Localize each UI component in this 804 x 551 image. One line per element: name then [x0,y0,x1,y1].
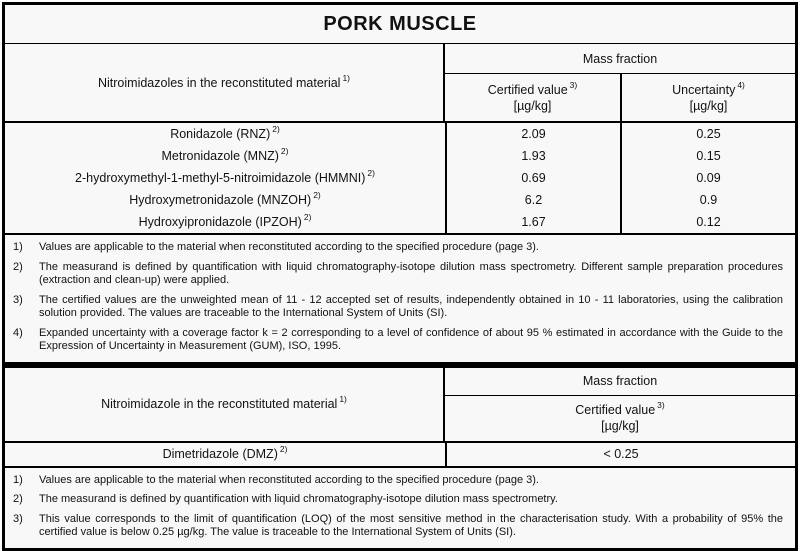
table1-analyte-column-header [5,44,445,121]
analyte-name-cell: Metronidazole (MNZ) $^{2)}$ [161,146,289,163]
certified-value-cell: 6.2 [445,189,620,211]
table-row [5,167,795,189]
footnote-number: 1) [13,473,23,486]
footnote-text: Expanded uncertainty with a coverage factor k = 2 corresponding to a level of confidence of about 95 % estimated in accordance with the Guide to the Expression of Uncertainty in Measurement (GUM), ISO, 1995. [39,326,783,352]
certified-value-cell: 1.67 [445,211,620,233]
table-row [5,123,795,145]
uncertainty-column-header: Uncertainty $^{4)}$ [µg/kg] [620,74,795,121]
certified-value-cell: 0.69 [445,167,620,189]
table2-analyte-column-header [5,368,445,441]
footnote-number: 2) [13,260,23,273]
uncertainty-cell: 0.9 [620,189,795,211]
certified-value-cell: 1.93 [445,145,620,167]
uncertainty-cell: 0.25 [620,123,795,145]
analyte-name-cell: Hydroxymetronidazole (MNZOH) $^{2)}$ [129,190,321,207]
table1-body [5,123,795,233]
uncertainty-cell: 0.09 [620,167,795,189]
uncertainty-unit: [µg/kg] [689,98,728,113]
uncertainty-cell: 0.12 [620,211,795,233]
table2-footnotes [5,466,795,548]
certified-value-unit: [µg/kg] [513,98,552,113]
table2-header [5,368,795,443]
table-row [5,211,795,233]
footnote [13,513,783,540]
mass-fraction-header: Mass fraction [445,368,795,396]
footnote [13,493,783,507]
analyte-header-label: Nitroimidazole in the reconstituted material [101,397,338,411]
table2-mass-fraction-group [445,368,795,441]
footnote [13,261,783,288]
mass-fraction-header: Mass fraction [445,44,795,74]
table-row [5,189,795,211]
analyte-name-cell: Hydroxyipronidazole (IPZOH) $^{2)}$ [138,212,312,229]
analyte-name-cell: Ronidazole (RNZ) $^{2)}$ [170,124,280,141]
table1-header [5,44,795,123]
footnote [13,241,783,255]
footnote-text: The measurand is defined by quantification with liquid chromatography-isotope dilution mass spectrometry. [39,493,558,505]
analyte-name-cell: 2-hydroxymethyl-1-methyl-5-nitroimidazole (HMMNI) $^{2)}$ [75,168,375,185]
table1-footnotes [5,233,795,362]
footnote-text: The certified values are the unweighted mean of 11 - 12 accepted set of results, independently obtained in 10 - 11 laboratories, using the calibration solution provided. The values are traceable to the International System of Units (SI). [39,293,783,319]
footnote-number: 3) [13,293,23,306]
uncertainty-cell: 0.15 [620,145,795,167]
footnote-number: 1) [13,241,23,253]
certified-value-footnote-ref: 3) [657,400,665,410]
analyte-header-label: Nitroimidazoles in the reconstituted material [97,75,341,90]
uncertainty-footnote-ref: 4) [737,79,745,90]
analyte-header-footnote-ref: 1) [342,72,351,83]
table2-body [5,443,795,466]
certified-value-column-header: Certified value $^{3)}$ [µg/kg] [575,400,665,433]
footnote-text: The measurand is defined by quantification with liquid chromatography-isotope dilution mass spectrometry. Different sample preparation procedures (extraction and clean-up) were applied. [39,260,783,286]
footnote [13,327,783,354]
table-row [5,443,795,466]
footnote-number: 4) [13,326,23,339]
footnote [13,474,783,488]
analyte-header-footnote-ref: 1) [339,394,347,404]
table1-mass-fraction-group [445,44,795,121]
footnote-text: This value corresponds to the limit of quantification (LOQ) of the most sensitive method in the characterisation study. With a probability of 95% the certified value is below 0.25 µg/kg. The value is traceable to the International System of Units (SI). [39,512,783,538]
footnote-text: Values are applicable to the material when reconstituted according to the specified procedure (page 3). [39,473,539,486]
certified-value-unit: [µg/kg] [601,419,639,433]
footnote-number: 2) [13,493,23,505]
certified-value-cell: < 0.25 [445,443,795,466]
certified-value-column-header: Certified value $^{3)}$ [µg/kg] [487,79,578,113]
analyte-name-cell: Dimetridazole (DMZ) $^{2)}$ [162,444,288,461]
dimetridazole-table [2,365,798,551]
footnote-number: 3) [13,512,23,525]
table-row [5,145,795,167]
pork-muscle-certified-values-table [2,2,798,365]
footnote [13,294,783,321]
footnote-text: Values are applicable to the material when reconstituted according to the specified procedure (page 3). [39,241,539,253]
certified-value-cell: 2.09 [445,123,620,145]
certificate-page [2,2,798,551]
page-title: PORK MUSCLE [5,5,795,44]
certified-value-footnote-ref: 3) [569,79,578,90]
table1-subheaders [445,74,795,121]
